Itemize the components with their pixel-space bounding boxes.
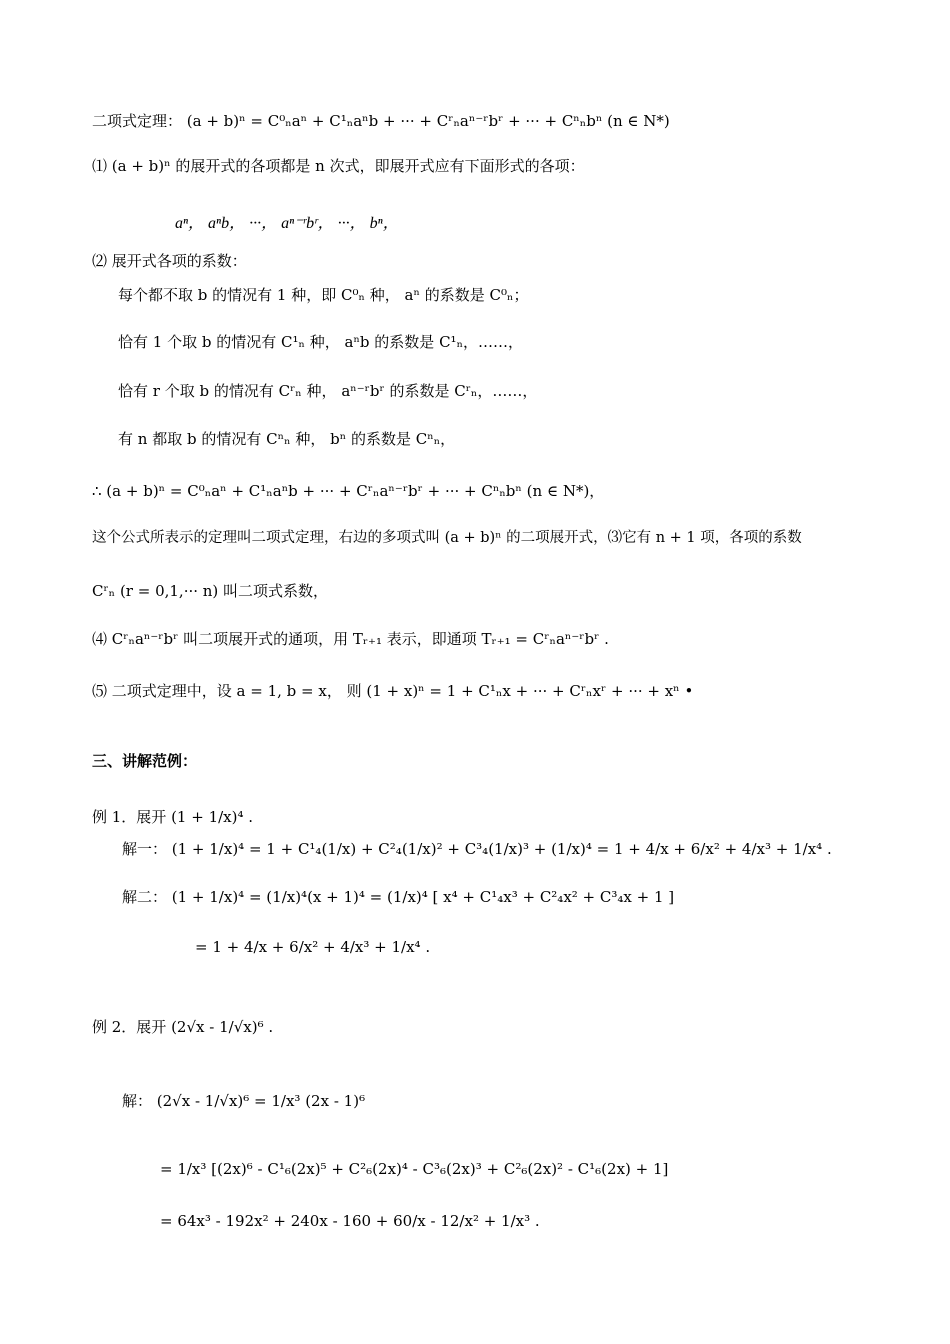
item-1-line: ⑴ (a + b)ⁿ 的展开式的各项都是 n 次式，即展开式应有下面形式的各项： — [92, 157, 585, 175]
example-1-title: 例 1．展开 (1 + 1/x)⁴ . — [92, 808, 254, 826]
theorem-line: 二项式定理： (a + b)ⁿ = C⁰ₙaⁿ + C¹ₙaⁿb + ··· + Cʳₙaⁿ⁻ʳbʳ + ··· + Cⁿₙbⁿ (n ∈ N*) — [92, 112, 670, 130]
item-2-line: ⑵ 展开式各项的系数： — [92, 252, 247, 270]
section-heading: 三、讲解范例： — [92, 752, 198, 770]
example-2-title: 例 2．展开 (2√x - 1/√x)⁶ . — [92, 1018, 274, 1036]
binomial-coef-line: Cʳₙ (r = 0,1,··· n) 叫二项式系数， — [92, 582, 329, 600]
formula-explain-line: 这个公式所表示的定理叫二项式定理，右边的多项式叫 (a + b)ⁿ 的二项展开式，⑶它有 n + 1 项，各项的系数 — [92, 530, 802, 546]
coef-line-3: 恰有 r 个取 b 的情况有 Cʳₙ 种， aⁿ⁻ʳbʳ 的系数是 Cʳₙ，……， — [118, 382, 538, 400]
item-5-line: ⑸ 二项式定理中，设 a = 1, b = x， 则 (1 + x)ⁿ = 1 + C¹ₙx + ··· + Cʳₙxʳ + ··· + xⁿ • — [92, 682, 694, 700]
example-2-result: = 64x³ - 192x² + 240x - 160 + 60/x - 12/x² + 1/x³ . — [160, 1212, 540, 1230]
coef-line-1: 每个都不取 b 的情况有 1 种，即 C⁰ₙ 种， aⁿ 的系数是 C⁰ₙ； — [118, 286, 529, 304]
example-2-solution: 解： (2√x - 1/√x)⁶ = 1/x³ (2x - 1)⁶ — [122, 1092, 366, 1110]
example-1-solution-1: 解一： (1 + 1/x)⁴ = 1 + C¹₄(1/x) + C²₄(1/x)² + C³₄(1/x)³ + (1/x)⁴ = 1 + 4/x + 6/x² + 4/x³ + 1/x⁴ . — [122, 840, 832, 858]
coef-line-2: 恰有 1 个取 b 的情况有 C¹ₙ 种， aⁿb 的系数是 C¹ₙ，……， — [118, 333, 524, 351]
example-1-solution-2: 解二： (1 + 1/x)⁴ = (1/x)⁴(x + 1)⁴ = (1/x)⁴ [ x⁴ + C¹₄x³ + C²₄x² + C³₄x + 1 ] — [122, 888, 675, 906]
terms-line: aⁿ， aⁿb， ···， aⁿ⁻ʳbʳ， ···， bⁿ， — [175, 215, 399, 232]
therefore-line: ∴ (a + b)ⁿ = C⁰ₙaⁿ + C¹ₙaⁿb + ··· + Cʳₙaⁿ⁻ʳbʳ + ··· + Cⁿₙbⁿ (n ∈ N*)， — [92, 482, 605, 500]
example-2-step-2: = 1/x³ [(2x)⁶ - C¹₆(2x)⁵ + C²₆(2x)⁴ - C³₆(2x)³ + C²₆(2x)² - C¹₆(2x) + 1] — [160, 1160, 669, 1178]
example-1-solution-2-result: = 1 + 4/x + 6/x² + 4/x³ + 1/x⁴ . — [195, 938, 431, 956]
item-4-line: ⑷ Cʳₙaⁿ⁻ʳbʳ 叫二项展开式的通项，用 Tᵣ₊₁ 表示，即通项 Tᵣ₊₁ = Cʳₙaⁿ⁻ʳbʳ . — [92, 630, 609, 648]
coef-line-4: 有 n 都取 b 的情况有 Cⁿₙ 种， bⁿ 的系数是 Cⁿₙ， — [118, 430, 456, 448]
